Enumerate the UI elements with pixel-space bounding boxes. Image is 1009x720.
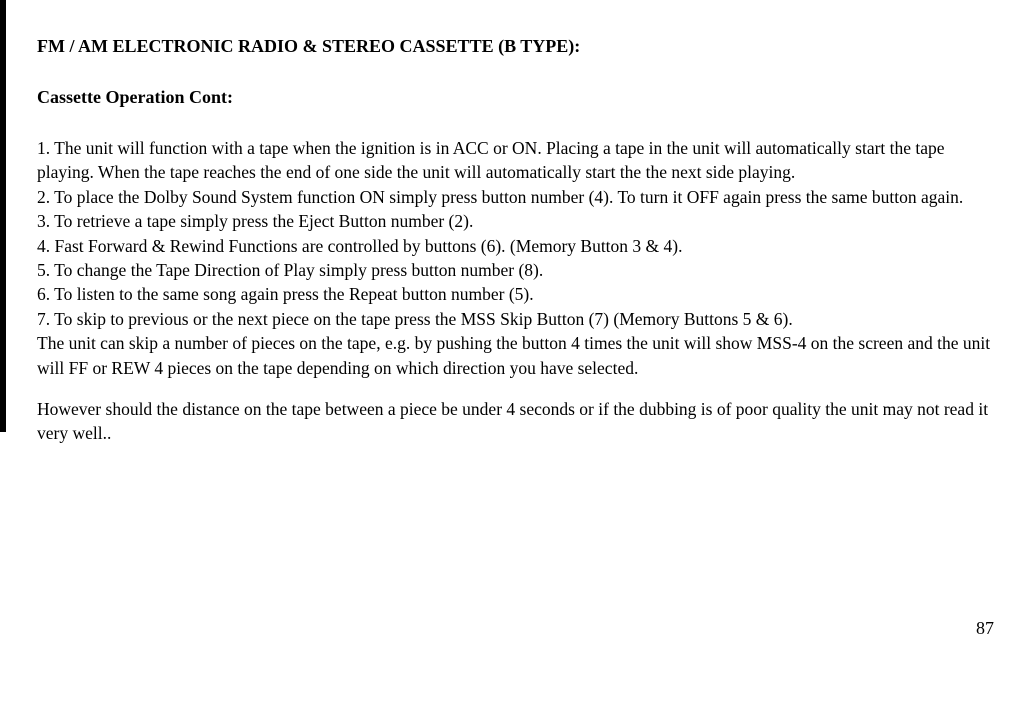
manual-page: [37, 34, 997, 446]
instruction-list: [37, 136, 997, 380]
instruction-item-4: 4. Fast Forward & Rewind Functions are controlled by buttons (6). (Memory Button 3 & 4).: [37, 235, 683, 256]
section-heading: Cassette Operation Cont:: [37, 87, 233, 107]
note-paragraph: However should the distance on the tape between a piece be under 4 seconds or if the dubbing is of poor quality the unit may not read it very well..: [37, 399, 989, 444]
instruction-item-6: 6. To listen to the same song again press the Repeat button number (5).: [37, 284, 534, 305]
instruction-item-2: 2. To place the Dolby Sound System function ON simply press button number (4). To turn it OFF again press the same button again.: [37, 186, 964, 207]
instruction-item-5: 5. To change the Tape Direction of Play simply press button number (8).: [37, 260, 544, 281]
instruction-item-7-detail: The unit can skip a number of pieces on the tape, e.g. by pushing the button 4 times the unit will show MSS-4 on the screen and the unit will FF or REW 4 pieces on the tape depending on which direction you have selected.: [37, 333, 991, 378]
page-number: 87: [976, 618, 994, 638]
instruction-item-1: 1. The unit will function with a tape when the ignition is in ACC or ON. Placing a tape in the unit will automatically start the tape playing. When the tape reaches the end of one side the unit will automatically start the the next side playing.: [37, 138, 945, 183]
instruction-item-3: 3. To retrieve a tape simply press the Eject Button number (2).: [37, 211, 474, 232]
instruction-item-7: 7. To skip to previous or the next piece on the tape press the MSS Skip Button (7) (Memory Buttons 5 & 6).: [37, 308, 793, 329]
page-edge-bar: [0, 0, 6, 432]
page-title: FM / AM ELECTRONIC RADIO & STEREO CASSETTE (B TYPE):: [37, 36, 581, 56]
